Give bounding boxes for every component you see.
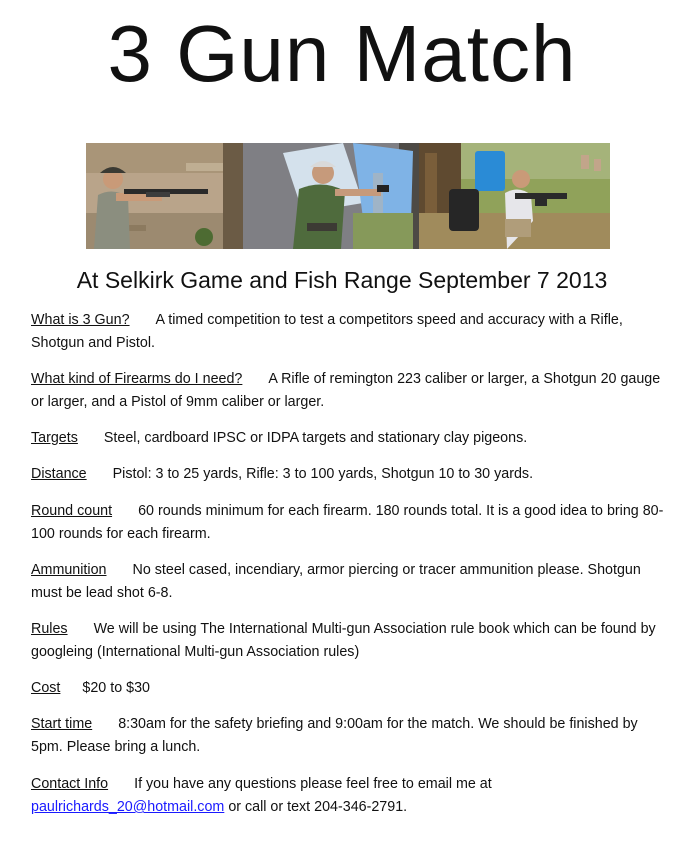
section-text: 8:30am for the safety briefing and 9:00am for the match. We should be finished by 5pm. Please bring a lunch. [31,716,638,755]
section-label: What is 3 Gun? [31,312,130,328]
section-label: Contact Info [31,776,109,792]
event-subtitle: At Selkirk Game and Fish Range September 7 2013 [76,267,608,293]
rifle-shooter-photo [419,143,610,249]
section-text: $20 to $30 [82,680,150,696]
section-text: We will be using The International Multi-gun Association rule book which can be found by googleing (International Multi-gun Association rules) [31,621,656,660]
section-label: Cost [31,680,61,696]
section-text: A timed competition to test a competitors speed and accuracy with a Rifle, Shotgun and Pistol. [31,312,623,351]
email-link[interactable]: paulrichards_20@hotmail.com [31,799,225,815]
section-text: 60 rounds minimum for each firearm. 180 rounds total. It is a good idea to bring 80-100 rounds for each firearm. [31,503,664,542]
section-what-is-3-gun [31,309,671,355]
section-distance [31,463,671,486]
section-cost [31,677,671,700]
section-label: Round count [31,503,113,519]
section-text: No steel cased, incendiary, armor piercing or tracer ammunition please. Shotgun must be lead shot 6-8. [31,562,641,601]
section-text: A Rifle of remington 223 caliber or larger, a Shotgun 20 gauge or larger, and a Pistol of 9mm caliber or larger. [31,371,661,410]
section-ammunition [31,559,671,605]
section-label: Ammunition [31,562,107,578]
section-label: Rules [31,621,68,637]
photo-banner [86,143,610,249]
section-label: Distance [31,466,87,482]
shotgun-shooter-photo [86,143,223,249]
section-text-after: or call or text 204-346-2791. [228,799,408,815]
section-text: If you have any questions please feel free to email me at [134,776,492,792]
section-targets [31,427,671,450]
section-start-time [31,713,671,759]
section-label: What kind of Firearms do I need? [31,371,243,387]
section-text: Steel, cardboard IPSC or IDPA targets and stationary clay pigeons. [103,430,528,446]
section-text: Pistol: 3 to 25 yards, Rifle: 3 to 100 yards, Shotgun 10 to 30 yards. [112,466,534,482]
page-title: 3 Gun Match [107,9,577,98]
section-contact-info [31,773,671,819]
section-label: Start time [31,716,93,732]
section-rules [31,618,671,664]
pistol-shooter-photo [223,143,419,249]
section-firearms [31,368,671,414]
section-label: Targets [31,430,78,446]
section-round-count [31,500,671,546]
